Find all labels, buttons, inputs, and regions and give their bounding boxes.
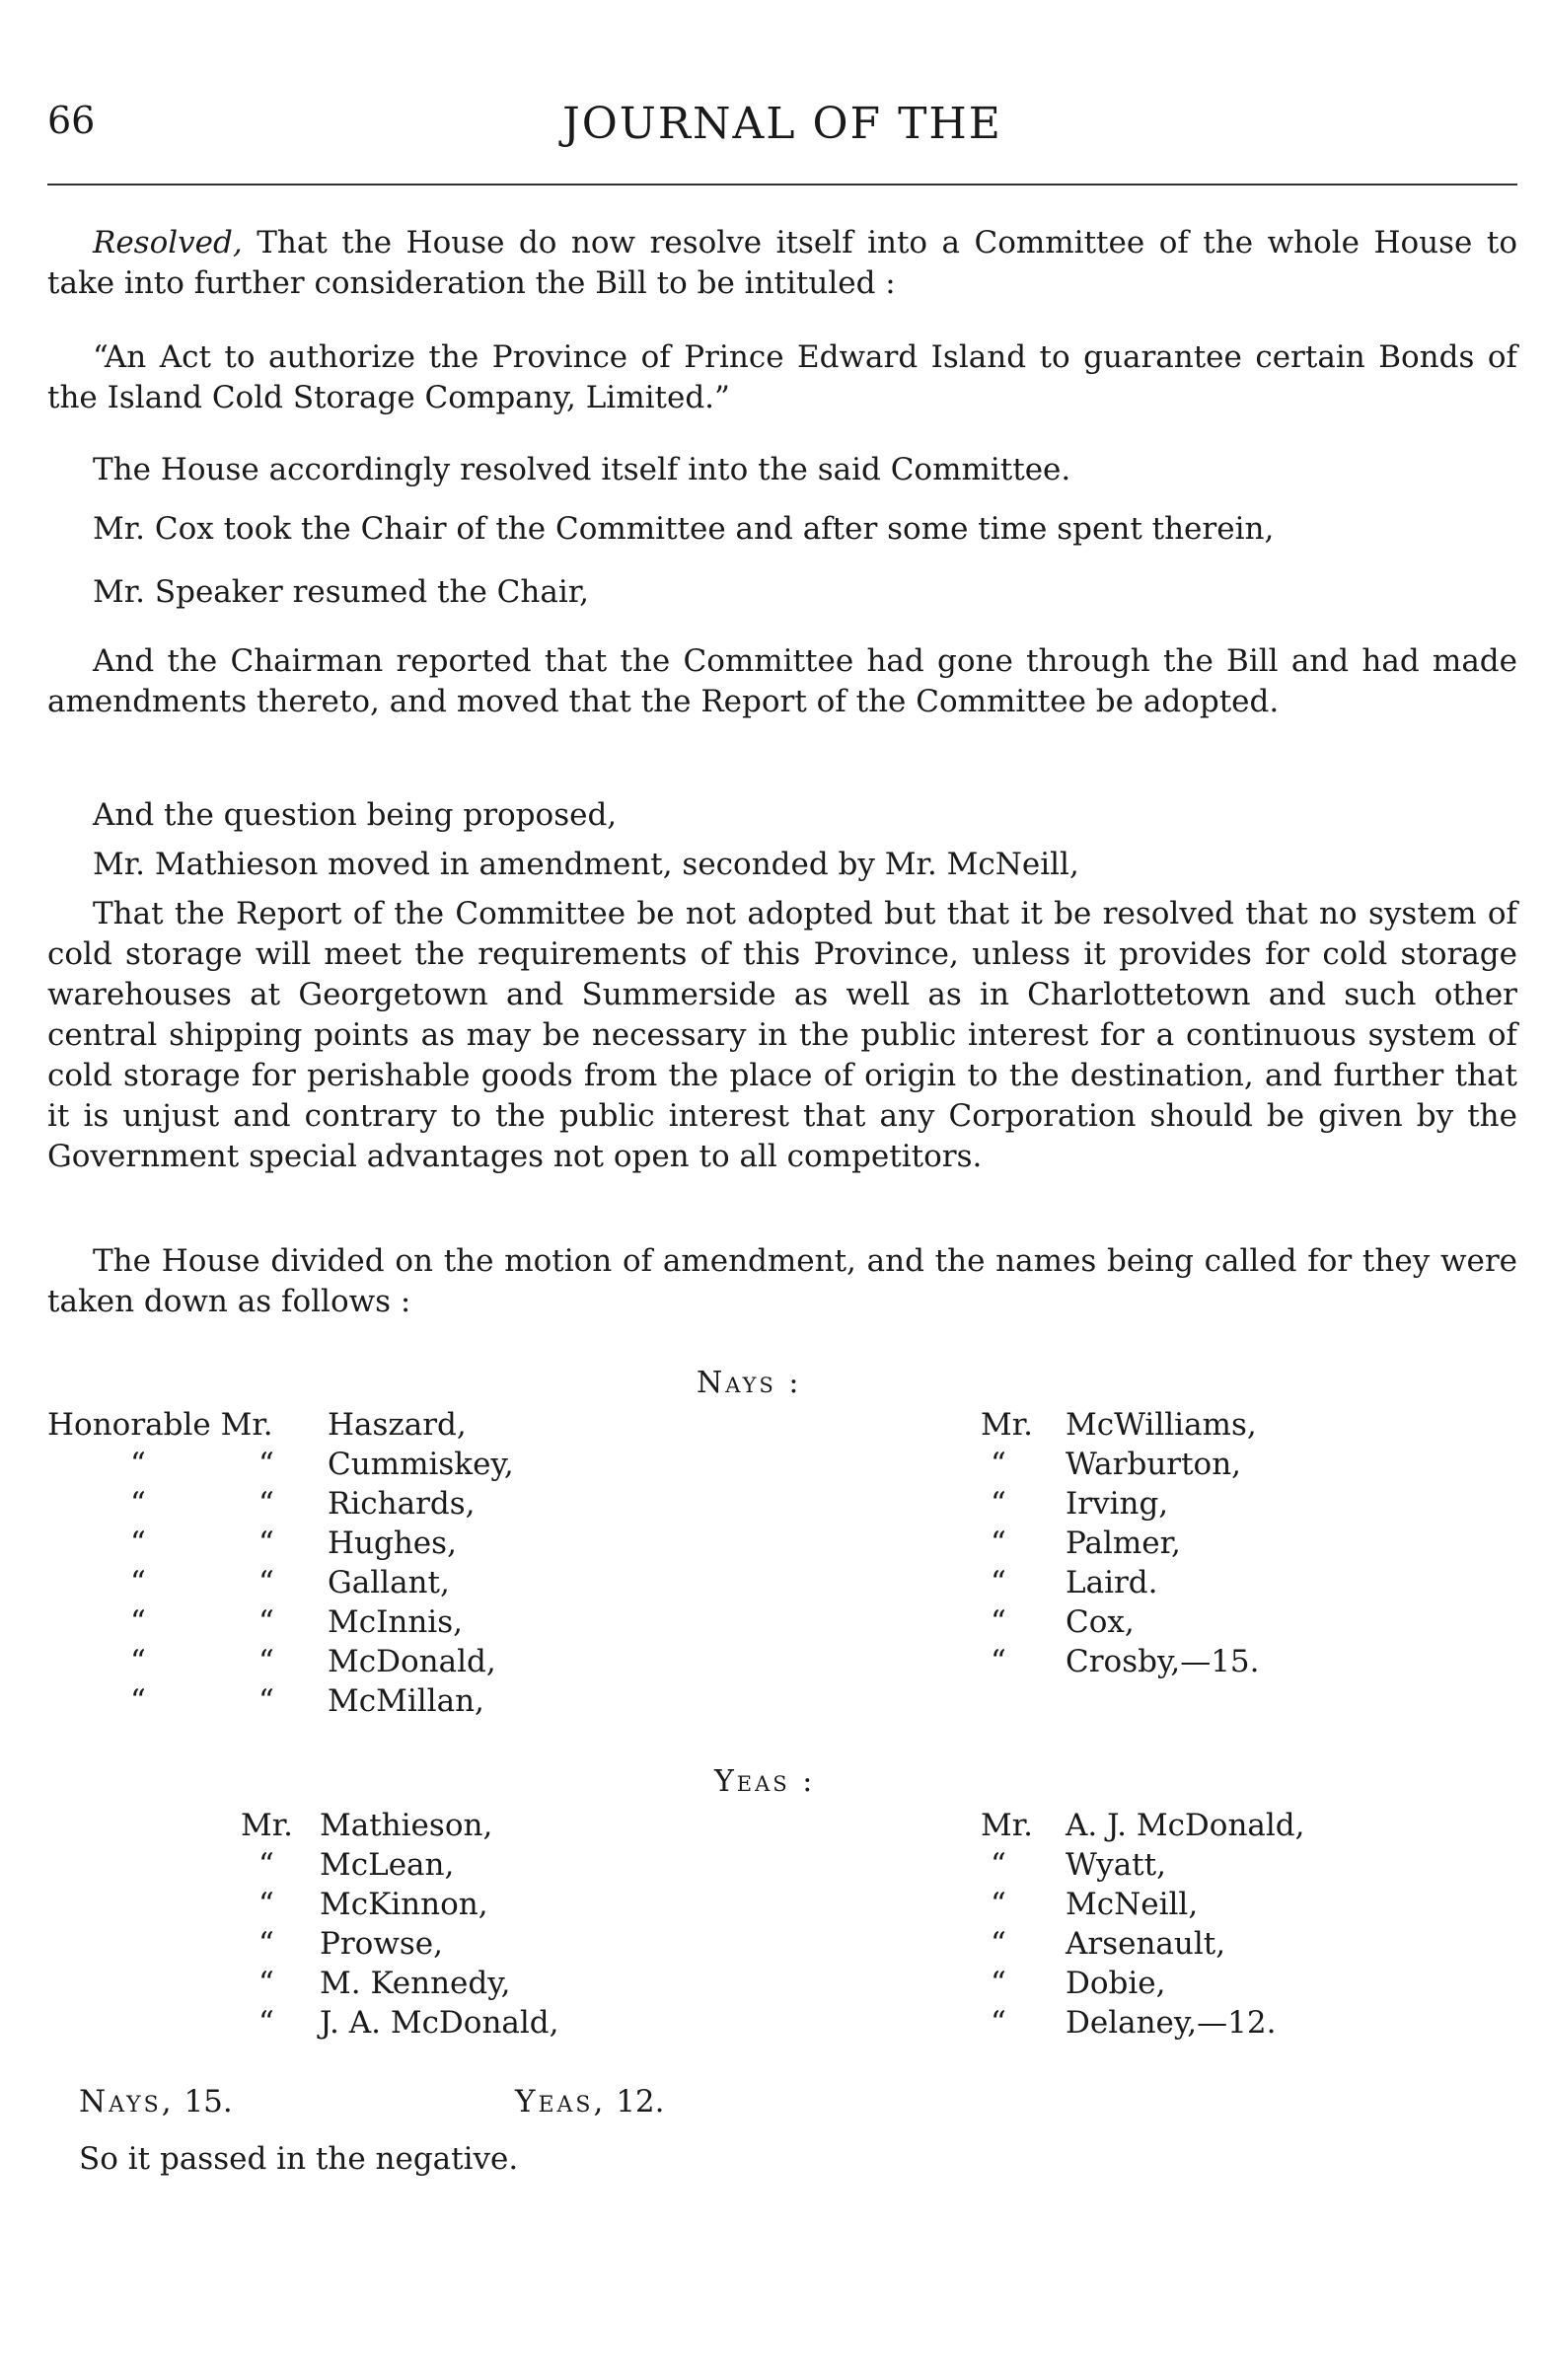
list-item: “ Palmer, [991, 1525, 1181, 1561]
list-item: “ “ McMillan, [130, 1683, 484, 1719]
nays-heading: Nays : [697, 1366, 802, 1400]
list-item: “ Arsenault, [991, 1926, 1226, 1962]
yeas-heading: Yeas : [714, 1764, 816, 1799]
list-item: “ Dobie, [991, 1966, 1166, 2001]
paragraph-question: And the question being proposed, [93, 797, 618, 833]
list-item: “ “ Gallant, [130, 1565, 450, 1600]
list-item: Mr. Mathieson, [241, 1808, 493, 1843]
paragraph-report: And the Chairman reported that the Committee had gone through the Bill and had made amendments thereto, and moved that the Report of the Committee be adopted. [47, 643, 1517, 719]
nays-tally [79, 2084, 233, 2120]
list-item: Mr. A. J. McDonald, [981, 1808, 1305, 1843]
yeas-right-column [981, 1806, 1305, 2043]
paragraph-amendment-text: That the Report of the Committee be not adopted but that it be resolved that no system of cold storage will meet the requirements of this Province, unless it provides for cold storage warehouses at Georgetown and Summerside as well as in Charlottetown and such other central shipping points as may be necessary in the public interest for a continuous system of cold storage for perishable goods from the place of origin to the destination, and further that it is unjust and contrary to the public interest that any Corporation should be given by the Government special advantages not open to all competitors. [47, 896, 1517, 1174]
list-item: “ J. A. McDonald, [258, 2005, 559, 2041]
list-item: “ Prowse, [258, 1926, 443, 1962]
list-item: “ “ McInnis, [130, 1604, 463, 1640]
list-item: “ “ Cummiskey, [130, 1447, 514, 1482]
list-item: “ “ Hughes, [130, 1525, 457, 1561]
paragraph-act-title: “An Act to authorize the Province of Prince Edward Island to guarantee certain Bonds of the Island Cold Storage Company, Limited.” [47, 339, 1517, 415]
yeas-tally-count: 12. [616, 2084, 665, 2120]
nays-tally-count: 15. [184, 2084, 233, 2120]
running-head: JOURNAL OF THE [562, 99, 1002, 149]
paragraph-resolved [47, 223, 1517, 304]
list-item: “ McKinnon, [258, 1887, 488, 1922]
paragraph-chair: Mr. Cox took the Chair of the Committee and after some time spent therein, [93, 511, 1275, 547]
paragraph-committee: The House accordingly resolved itself into the said Committee. [93, 452, 1071, 487]
nays-tally-label: Nays, [79, 2084, 175, 2120]
page-header [47, 99, 1517, 158]
list-item: “ Irving, [991, 1486, 1169, 1522]
list-item: “ Warburton, [991, 1447, 1242, 1482]
list-item: “ Delaney,—12. [991, 2005, 1277, 2041]
list-item: “ Crosby,—15. [991, 1644, 1260, 1679]
nays-left-column [47, 1405, 514, 1721]
paragraph-division: The House divided on the motion of amendment, and the names being called for they were taken down as follows : [47, 1243, 1517, 1319]
list-item: “ “ McDonald, [130, 1644, 496, 1679]
yeas-left-column [241, 1806, 559, 2043]
yeas-tally [515, 2084, 665, 2120]
list-item: “ Wyatt, [991, 1847, 1166, 1883]
paragraph-speaker: Mr. Speaker resumed the Chair, [93, 574, 590, 610]
list-item: “ McLean, [258, 1847, 455, 1883]
header-rule [47, 184, 1517, 186]
yeas-tally-label: Yeas, [515, 2084, 607, 2120]
list-item: “ Laird. [991, 1565, 1158, 1600]
list-item: “ McNeill, [991, 1887, 1199, 1922]
list-item: “ Cox, [991, 1604, 1135, 1640]
list-item: “ M. Kennedy, [258, 1966, 511, 2001]
list-item: Honorable Mr. Haszard, [47, 1407, 467, 1443]
nays-right-column [981, 1405, 1260, 1681]
closing-line: So it passed in the negative. [79, 2141, 519, 2177]
resolved-text: That the House do now resolve itself into a Committee of the whole House to take into further consideration the Bill to be intituled : [47, 225, 1517, 301]
list-item: “ “ Richards, [130, 1486, 476, 1522]
page-number: 66 [47, 99, 96, 142]
list-item: Mr. McWilliams, [981, 1407, 1257, 1443]
resolved-lead: Resolved, [93, 225, 243, 260]
paragraph-amendment-moved: Mr. Mathieson moved in amendment, seconded by Mr. McNeill, [93, 847, 1079, 882]
